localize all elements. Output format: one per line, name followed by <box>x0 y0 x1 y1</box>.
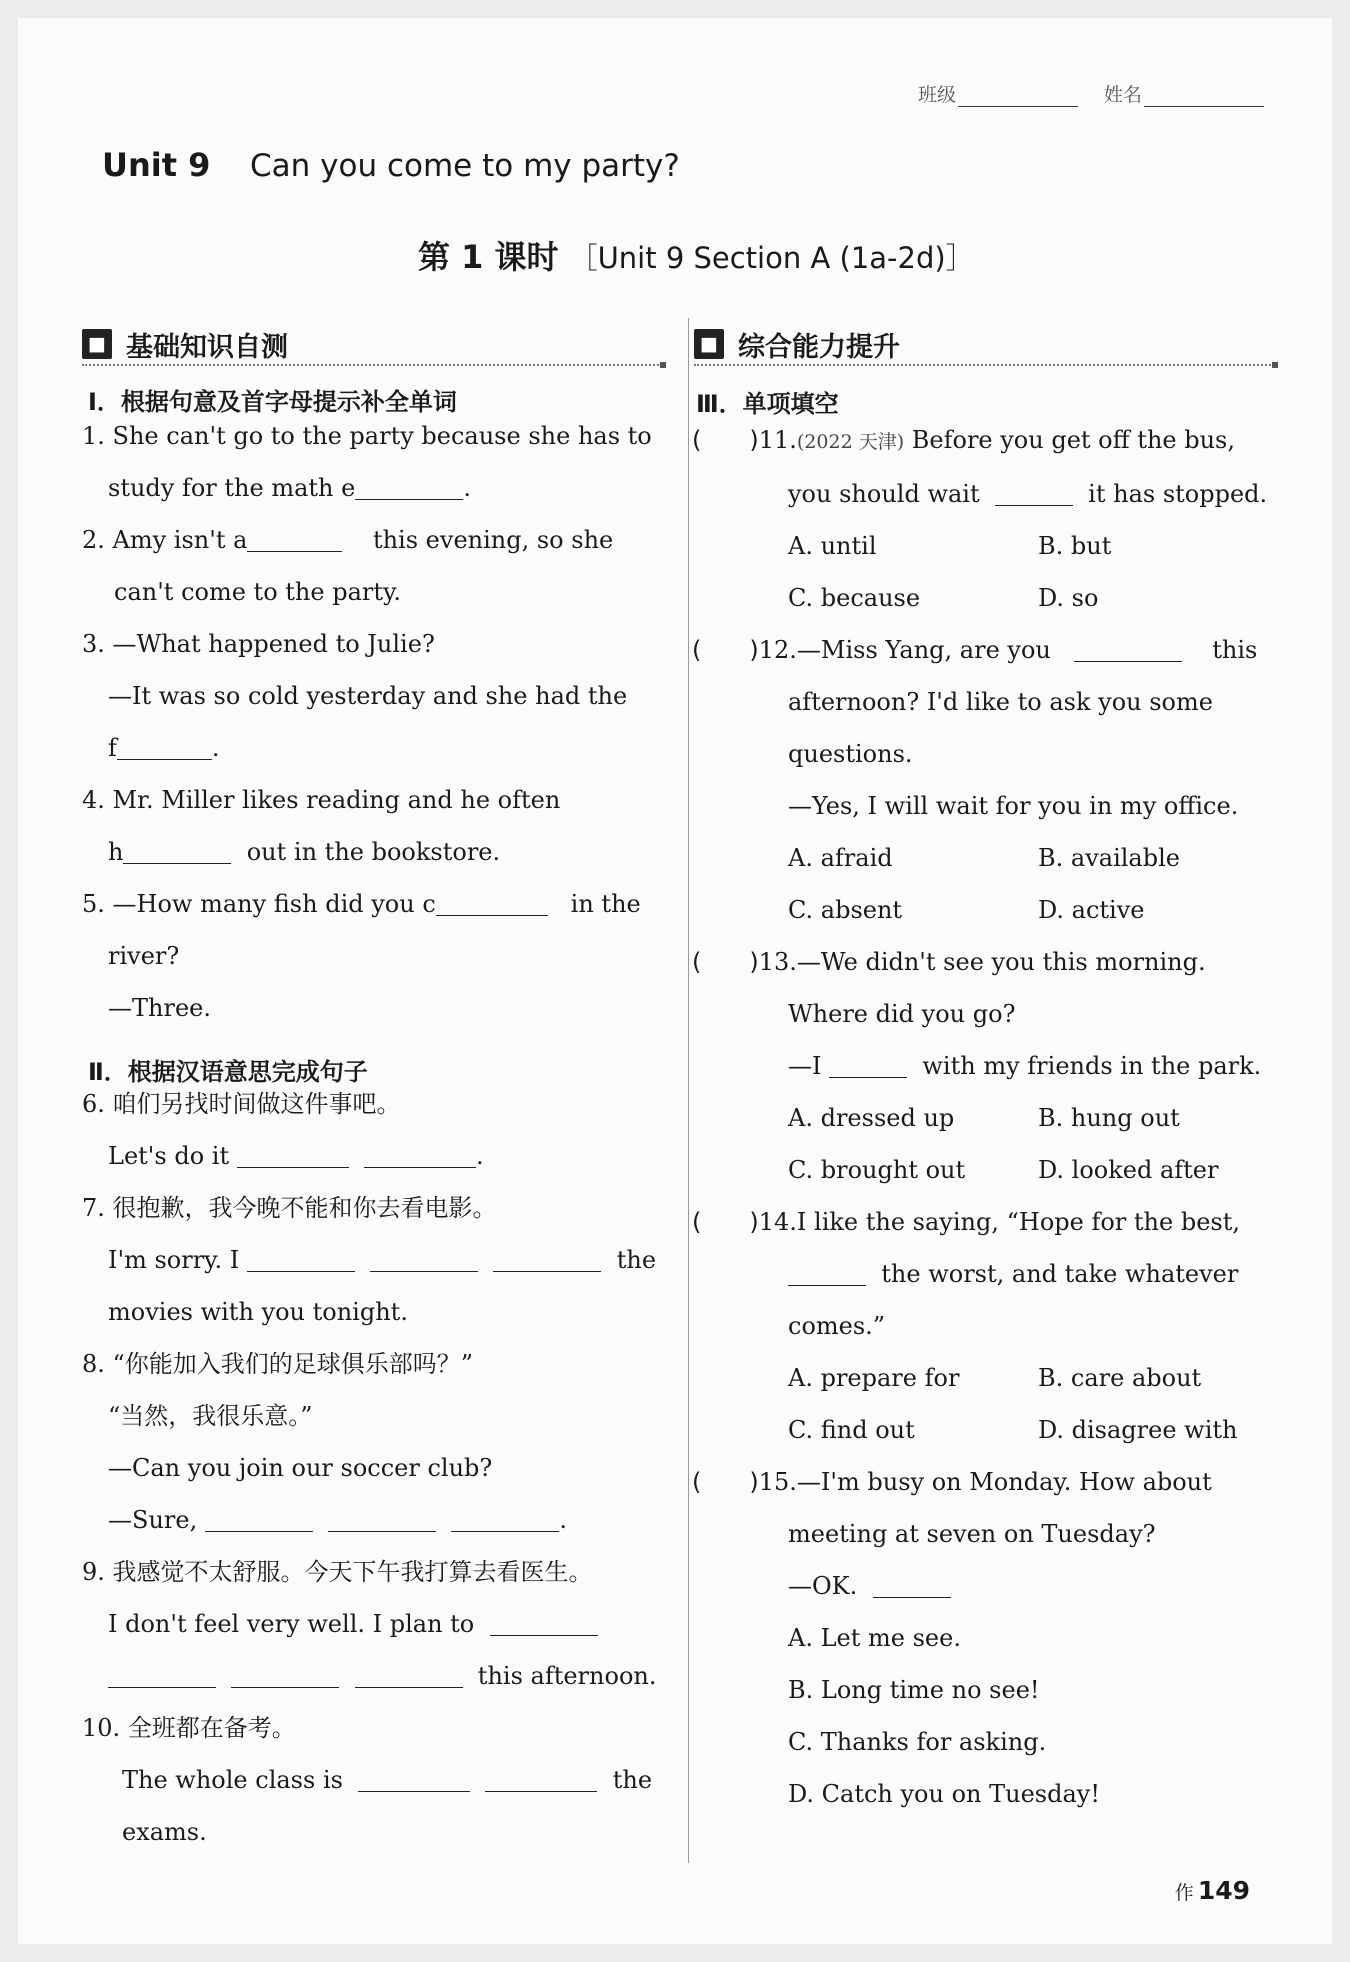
q6-text: Let's do it <box>108 1142 230 1170</box>
part1-questions <box>82 410 672 1034</box>
q2-text2: this evening, so she <box>372 526 614 554</box>
q8-blank-2[interactable] <box>328 1501 436 1532</box>
q9-blank-3[interactable] <box>231 1657 339 1688</box>
name-blank[interactable] <box>1144 88 1264 107</box>
q10-text: The whole class is <box>122 1766 343 1794</box>
q14-line3: comes.” <box>788 1312 886 1340</box>
q15-option-c[interactable]: C. Thanks for asking. <box>788 1728 1047 1756</box>
lesson-title <box>418 232 975 278</box>
q15-text: —I'm busy on Monday. How about <box>796 1468 1212 1496</box>
q10-text2: the <box>612 1766 653 1794</box>
q12-text2: this <box>1212 636 1258 664</box>
q1-end: . <box>463 474 471 502</box>
q8-cn1: 8. “你能加入我们的足球俱乐部吗？” <box>82 1350 474 1378</box>
section-icon: ■ <box>694 329 724 359</box>
q11-option-d[interactable]: D. so <box>1038 584 1099 612</box>
q13-line3 <box>692 1040 1292 1092</box>
q1-line2 <box>82 462 672 514</box>
name-label: 姓名 <box>1104 84 1143 106</box>
q7-blank-2[interactable] <box>370 1241 478 1272</box>
q15-option-b-row <box>692 1664 1292 1716</box>
q12-option-d[interactable]: D. active <box>1038 896 1145 924</box>
part2-questions <box>82 1078 672 1858</box>
page-number <box>1175 1876 1250 1905</box>
q13-options-ab <box>692 1092 1292 1144</box>
q8-blank-1[interactable] <box>205 1501 313 1532</box>
q1-blank[interactable] <box>355 469 463 500</box>
q10-cn: 10. 全班都在备考。 <box>82 1714 296 1742</box>
q12-blank[interactable] <box>1074 631 1182 662</box>
q14-line1 <box>692 1196 1292 1248</box>
q15-option-c-row <box>692 1716 1292 1768</box>
q14-option-a[interactable]: A. prepare for <box>788 1364 960 1392</box>
q10-blank-1[interactable] <box>358 1761 470 1792</box>
q13-option-c[interactable]: C. brought out <box>788 1156 966 1184</box>
answer-bracket[interactable]: ( ) <box>692 426 759 454</box>
q7-en2: movies with you tonight. <box>108 1298 408 1326</box>
q11-num: 11. <box>758 426 797 454</box>
q11-source: (2022 天津) <box>796 431 905 453</box>
column-divider <box>688 318 689 1863</box>
lesson-number: 第 1 课时 <box>418 238 559 276</box>
q13-line2: Where did you go? <box>788 1000 1016 1028</box>
q5-text2: in the <box>570 890 641 918</box>
header-end-mark <box>660 362 666 368</box>
q14-option-b[interactable]: B. care about <box>1038 1364 1202 1392</box>
q14-option-c[interactable]: C. find out <box>788 1416 915 1444</box>
q15-line2: meeting at seven on Tuesday? <box>788 1520 1156 1548</box>
part1-title: Ⅰ．根据句意及首字母提示补全单词 <box>88 388 457 416</box>
q5-line2: river? <box>108 942 180 970</box>
q11-blank[interactable] <box>995 475 1073 506</box>
q1-text: study for the math e <box>108 474 356 502</box>
q8-blank-3[interactable] <box>451 1501 559 1532</box>
q4-blank[interactable] <box>123 833 231 864</box>
q2-line1 <box>82 514 672 566</box>
q9-text2: this afternoon. <box>477 1662 657 1690</box>
q11-text3: it has stopped. <box>1088 480 1268 508</box>
q14-options-ab <box>692 1352 1292 1404</box>
q14-num: 14. <box>758 1208 797 1236</box>
q13-line1 <box>692 936 1292 988</box>
q6-blank-1[interactable] <box>237 1137 349 1168</box>
class-label: 班级 <box>918 84 957 106</box>
header-end-mark <box>1272 362 1278 368</box>
part3-title: Ⅲ．单项填空 <box>696 390 839 418</box>
q15-option-d[interactable]: D. Catch you on Tuesday! <box>788 1780 1100 1808</box>
q3-blank[interactable] <box>117 729 212 760</box>
q12-line3: questions. <box>788 740 913 768</box>
q8-text: —Sure, <box>108 1506 198 1534</box>
page-number-value: 149 <box>1197 1876 1250 1905</box>
q9-en1 <box>82 1598 672 1650</box>
q4-letter: h <box>108 838 124 866</box>
q3-end: . <box>211 734 220 762</box>
q5-line1 <box>82 878 672 930</box>
q10-en2: exams. <box>122 1818 207 1846</box>
q14-line2 <box>692 1248 1292 1300</box>
q15-blank[interactable] <box>873 1567 951 1598</box>
q13-option-a[interactable]: A. dressed up <box>788 1104 955 1132</box>
page-prefix: 作 <box>1174 1882 1194 1904</box>
q2-line2: can't come to the party. <box>114 578 402 606</box>
q11-option-a[interactable]: A. until <box>788 532 877 560</box>
right-section-header <box>694 324 1274 366</box>
q14-text2: the worst, and take whatever <box>881 1260 1239 1288</box>
q7-blank-3[interactable] <box>493 1241 601 1272</box>
q12-line4: —Yes, I will wait for you in my office. <box>788 792 1239 820</box>
q8-end: . <box>559 1506 568 1534</box>
q12-option-b[interactable]: B. available <box>1038 844 1180 872</box>
q2-blank[interactable] <box>247 521 342 552</box>
q8-cn2: “当然，我很乐意。” <box>108 1402 313 1430</box>
worksheet-page <box>18 18 1332 1944</box>
q12-line2: afternoon? I'd like to ask you some <box>788 688 1213 716</box>
q4-text: out in the bookstore. <box>246 838 501 866</box>
unit-label: Unit 9 <box>102 146 211 184</box>
part3-questions <box>692 414 1292 1820</box>
q14-text: I like the saying, “Hope for the best, <box>796 1208 1240 1236</box>
q15-option-a-row <box>692 1612 1292 1664</box>
left-section-header <box>82 324 662 366</box>
q1-line1: 1. She can't go to the party because she has to <box>82 422 652 450</box>
q10-blank-2[interactable] <box>485 1761 597 1792</box>
right-section-title: 综合能力提升 <box>738 331 900 363</box>
q3-letter: f <box>108 734 117 762</box>
q12-line1 <box>692 624 1292 676</box>
q9-blank-1[interactable] <box>490 1605 598 1636</box>
q12-option-a[interactable]: A. afraid <box>788 844 893 872</box>
q14-blank[interactable] <box>788 1255 866 1286</box>
q11-options-ab <box>692 520 1292 572</box>
q6-cn: 6. 咱们另找时间做这件事吧。 <box>82 1090 401 1118</box>
left-section-title: 基础知识自测 <box>126 331 288 363</box>
q11-line1 <box>692 414 1292 468</box>
answer-bracket[interactable]: ( ) <box>692 1468 759 1496</box>
q13-blank[interactable] <box>829 1047 907 1078</box>
q3-line3 <box>82 722 672 774</box>
q12-num: 12. <box>758 636 797 664</box>
q14-options-cd <box>692 1404 1292 1456</box>
q13-num: 13. <box>758 948 797 976</box>
q7-text: I'm sorry. I <box>108 1246 240 1274</box>
q11-options-cd <box>692 572 1292 624</box>
q15-option-d-row <box>692 1768 1292 1820</box>
q7-en <box>82 1234 672 1286</box>
q7-cn: 7. 很抱歉，我今晚不能和你去看电影。 <box>82 1194 497 1222</box>
q13-text2: —I <box>788 1052 822 1080</box>
q15-text2: —OK. <box>788 1572 858 1600</box>
q7-text2: the <box>616 1246 657 1274</box>
q11-option-b[interactable]: B. but <box>1038 532 1112 560</box>
answer-bracket[interactable]: ( ) <box>692 1208 759 1236</box>
q4-line2 <box>82 826 672 878</box>
answer-bracket[interactable]: ( ) <box>692 636 759 664</box>
q15-option-a[interactable]: A. Let me see. <box>788 1624 961 1652</box>
q15-line3 <box>692 1560 1292 1612</box>
q3-line1: 3. —What happened to Julie? <box>82 630 435 658</box>
class-field <box>918 80 1078 107</box>
q15-num: 15. <box>758 1468 797 1496</box>
q13-option-b[interactable]: B. hung out <box>1038 1104 1180 1132</box>
answer-bracket[interactable]: ( ) <box>692 948 759 976</box>
q6-end: . <box>476 1142 484 1170</box>
q8-en1: —Can you join our soccer club? <box>108 1454 493 1482</box>
lesson-subtitle: ［Unit 9 Section A (1a-2d)］ <box>568 241 975 275</box>
q10-en1 <box>82 1754 672 1806</box>
q6-blank-2[interactable] <box>364 1137 476 1168</box>
q12-options-ab <box>692 832 1292 884</box>
q9-en2 <box>82 1650 672 1702</box>
q13-text: —We didn't see you this morning. <box>796 948 1206 976</box>
q9-cn: 9. 我感觉不太舒服。今天下午我打算去看医生。 <box>82 1558 593 1586</box>
section-icon: ■ <box>82 329 112 359</box>
q11-line2 <box>692 468 1292 520</box>
q11-text2: you should wait <box>788 480 980 508</box>
unit-title: Can you come to my party? <box>250 148 680 184</box>
q15-line1 <box>692 1456 1292 1508</box>
q5-line3: —Three. <box>108 994 211 1022</box>
q5-text: 5. —How many fish did you c <box>82 890 436 918</box>
q13-option-d[interactable]: D. looked after <box>1038 1156 1219 1184</box>
name-field <box>1104 80 1264 107</box>
q9-text: I don't feel very well. I plan to <box>108 1610 475 1638</box>
q13-text3: with my friends in the park. <box>922 1052 1262 1080</box>
q15-option-b[interactable]: B. Long time no see! <box>788 1676 1040 1704</box>
q7-blank-1[interactable] <box>247 1241 355 1272</box>
q5-blank[interactable] <box>436 885 548 916</box>
q8-en2 <box>82 1494 672 1546</box>
q6-en <box>82 1130 672 1182</box>
q11-text: Before you get off the bus, <box>911 426 1236 454</box>
class-blank[interactable] <box>958 88 1078 107</box>
q2-text: 2. Amy isn't a <box>82 526 248 554</box>
q12-options-cd <box>692 884 1292 936</box>
q4-line1: 4. Mr. Miller likes reading and he often <box>82 786 561 814</box>
q12-text: —Miss Yang, are you <box>796 636 1051 664</box>
part2-title: Ⅱ．根据汉语意思完成句子 <box>88 1058 368 1086</box>
q11-option-c[interactable]: C. because <box>788 584 921 612</box>
q12-option-c[interactable]: C. absent <box>788 896 903 924</box>
q3-line2: —It was so cold yesterday and she had the <box>108 682 628 710</box>
q13-options-cd <box>692 1144 1292 1196</box>
q9-blank-2[interactable] <box>108 1657 216 1688</box>
q14-option-d[interactable]: D. disagree with <box>1038 1416 1238 1444</box>
q9-blank-4[interactable] <box>355 1657 463 1688</box>
